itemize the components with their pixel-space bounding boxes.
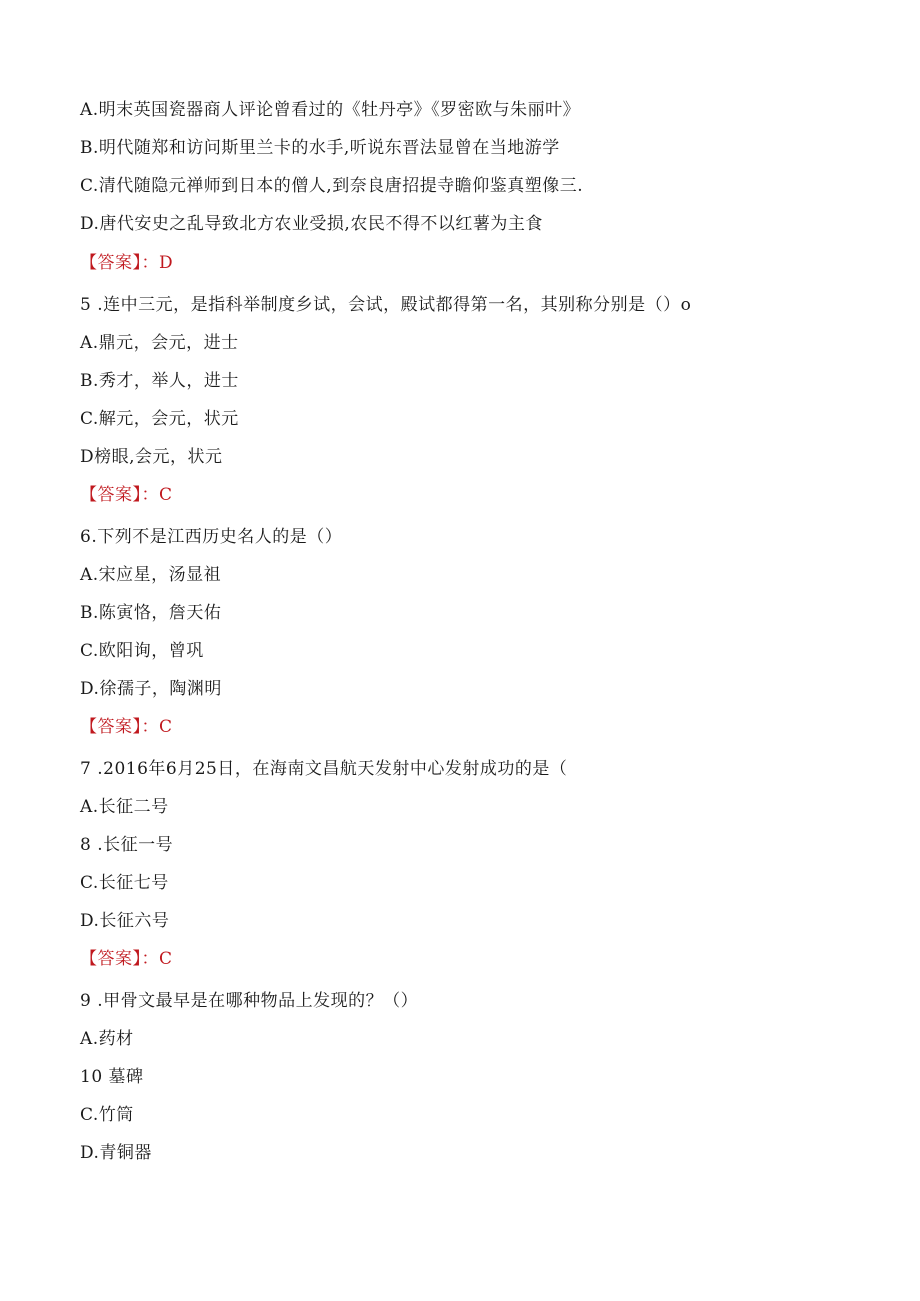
q7-option-a: A.长征二号 — [80, 797, 169, 817]
q5-option-c: C.解元，会元，状元 — [80, 409, 239, 429]
q6-option-c: C.欧阳询，曾巩 — [80, 641, 204, 661]
q5-option-b: B.秀才，举人，进士 — [80, 371, 239, 391]
q5-option-a: A.鼎元，会元，进士 — [80, 333, 239, 353]
q5-option-d: D榜眼,会元，状元 — [80, 447, 223, 467]
q6-option-d: D.徐孺子，陶渊明 — [80, 679, 222, 699]
q6-question: 6.下列不是江西历史名人的是（） — [80, 527, 343, 547]
q5-answer: 【答案】：C — [80, 485, 173, 505]
q4-answer: 【答案】：D — [80, 253, 174, 273]
q9-option-c: C.竹筒 — [80, 1105, 134, 1125]
q4-option-a: A.明末英国瓷器商人评论曾看过的《牡丹亭》《罗密欧与朱丽叶》 — [80, 100, 581, 120]
q4-option-b: B.明代随郑和访问斯里兰卡的水手,听说东晋法显曾在当地游学 — [80, 138, 560, 158]
q9-question: 9 .甲骨文最早是在哪种物品上发现的？（） — [80, 991, 419, 1011]
q5-question: 5 .连中三元，是指科举制度乡试，会试，殿试都得第一名，其别称分别是（）o — [80, 295, 692, 315]
q7-answer: 【答案】：C — [80, 949, 173, 969]
q7-option-d: D.长征六号 — [80, 911, 170, 931]
q4-option-d: D.唐代安史之乱导致北方农业受损,农民不得不以红薯为主食 — [80, 214, 543, 234]
q7-option-c: C.长征七号 — [80, 873, 169, 893]
q7-option-b: 8 .长征一号 — [80, 835, 174, 855]
q4-option-c: C.清代随隐元禅师到日本的僧人,到奈良唐招提寺瞻仰鉴真塑像三. — [80, 176, 584, 196]
q7-question: 7 .2016年6月25日，在海南文昌航天发射中心发射成功的是（ — [80, 759, 568, 779]
q9-option-b: 10 墓碑 — [80, 1067, 144, 1087]
q6-answer: 【答案】：C — [80, 717, 173, 737]
q6-option-b: B.陈寅恪，詹天佑 — [80, 603, 222, 623]
q6-option-a: A.宋应星，汤显祖 — [80, 565, 222, 585]
q9-option-d: D.青铜器 — [80, 1143, 152, 1163]
q9-option-a: A.药材 — [80, 1029, 134, 1049]
